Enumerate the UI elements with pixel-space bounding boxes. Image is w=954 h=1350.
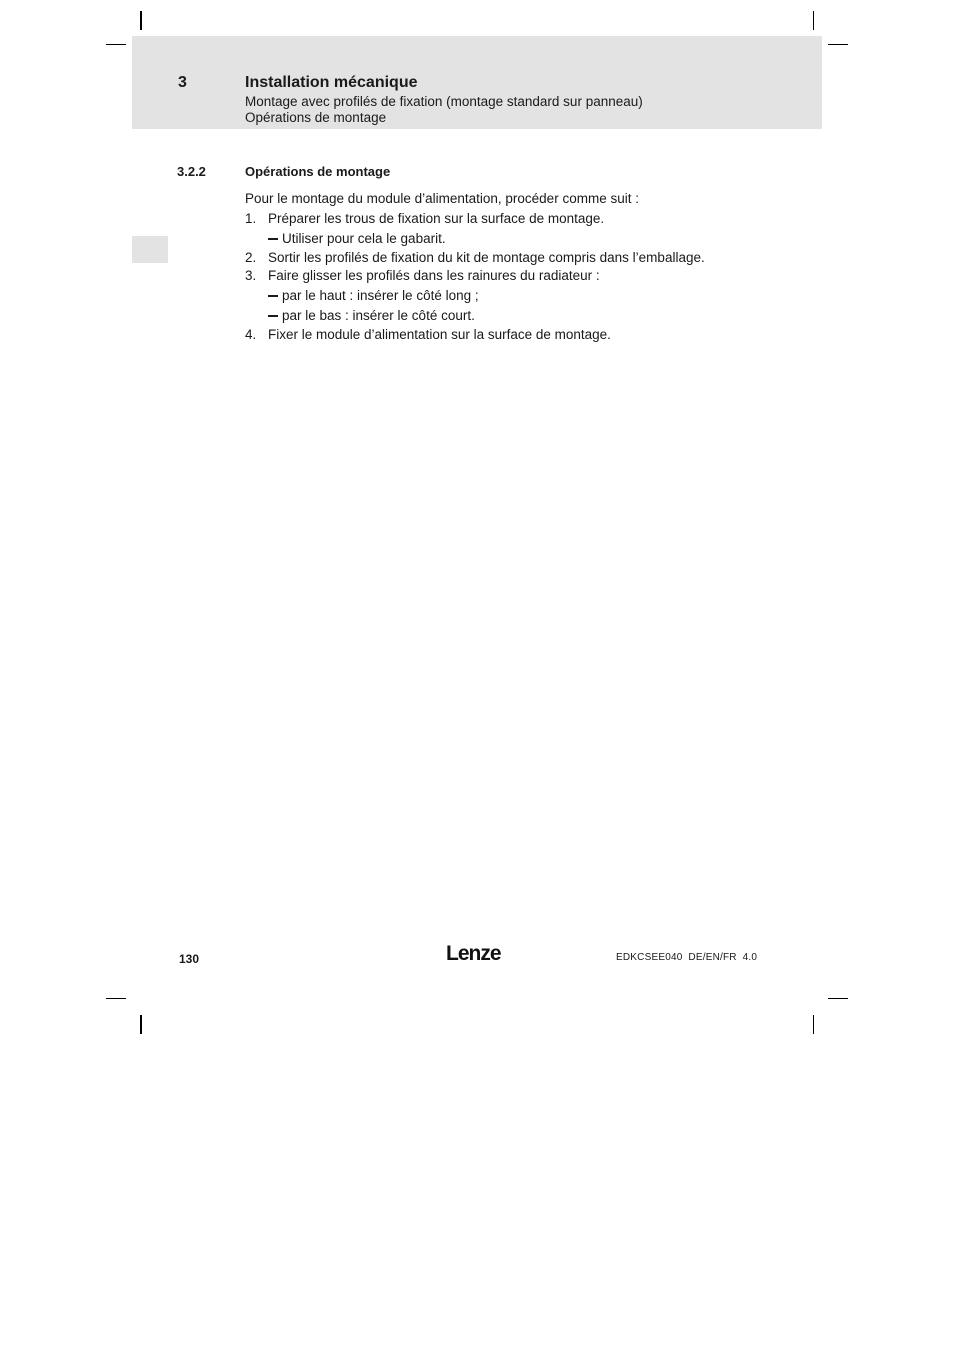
section-number: 3.2.2 bbox=[177, 164, 206, 179]
page-number: 130 bbox=[179, 952, 200, 966]
crop-mark-top-right-horizontal bbox=[828, 44, 848, 45]
intro-paragraph: Pour le montage du module d’alimentation, procéder comme suit : bbox=[245, 191, 639, 206]
crop-mark-bottom-left-horizontal bbox=[106, 998, 126, 999]
side-tab-marker bbox=[132, 236, 168, 263]
document-id: EDKCSEE040 DE/EN/FR 4.0 bbox=[616, 952, 758, 963]
chapter-header-band bbox=[132, 36, 822, 129]
crop-mark-bottom-right-vertical bbox=[813, 1015, 814, 1034]
crop-mark-top-right-vertical bbox=[813, 11, 814, 30]
sub-item-text: par le bas : insérer le côté court. bbox=[282, 308, 475, 323]
step-number: 1. bbox=[245, 211, 257, 226]
dash-bullet bbox=[268, 238, 278, 240]
section-title: Opérations de montage bbox=[245, 164, 391, 179]
crop-mark-bottom-right-horizontal bbox=[828, 998, 848, 999]
sub-item-text: par le haut : insérer le côté long ; bbox=[282, 288, 479, 303]
crop-mark-bottom-left-vertical bbox=[140, 1015, 142, 1034]
chapter-title: Installation mécanique bbox=[245, 74, 418, 91]
crop-mark-top-left-horizontal bbox=[106, 44, 126, 45]
crop-mark-top-left-vertical bbox=[140, 11, 142, 30]
step-text: Fixer le module d’alimentation sur la surface de montage. bbox=[268, 327, 611, 342]
lenze-logo: Lenze bbox=[446, 942, 501, 965]
sub-item-text: Utiliser pour cela le gabarit. bbox=[282, 231, 446, 246]
step-number: 2. bbox=[245, 250, 257, 265]
chapter-subtitle-2: Opérations de montage bbox=[245, 110, 387, 125]
step-number: 4. bbox=[245, 327, 257, 342]
step-text: Sortir les profilés de fixation du kit de montage compris dans l’emballage. bbox=[268, 250, 705, 265]
chapter-number: 3 bbox=[178, 74, 187, 91]
step-text: Faire glisser les profilés dans les rainures du radiateur : bbox=[268, 268, 600, 283]
dash-bullet bbox=[268, 295, 278, 297]
step-number: 3. bbox=[245, 268, 257, 283]
step-text: Préparer les trous de fixation sur la surface de montage. bbox=[268, 211, 605, 226]
chapter-subtitle-1: Montage avec profilés de fixation (montage standard sur panneau) bbox=[245, 94, 643, 109]
dash-bullet bbox=[268, 315, 278, 317]
